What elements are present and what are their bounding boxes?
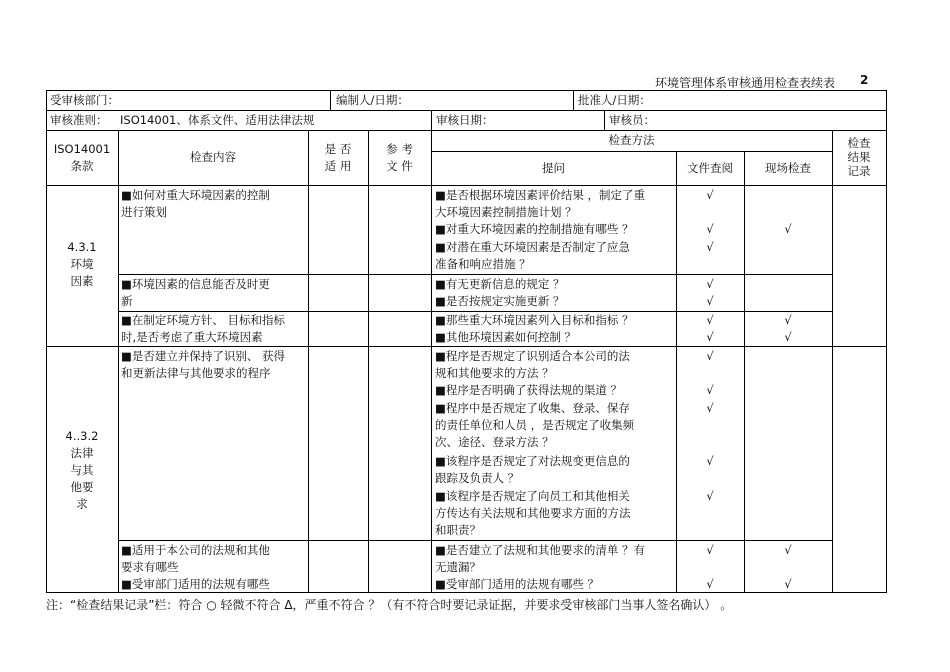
col-result-line2: 结果: [847, 150, 871, 164]
question-line: ■该程序是否规定了对法规变更信息的: [435, 454, 630, 468]
question-line: 和职责？: [435, 523, 481, 537]
question-line: ■程序是否规定了识别适合本公司的法: [435, 349, 630, 363]
content-line: ■如何对重大环境因素的控制: [121, 188, 270, 202]
clause-4-3-1-line3: 因素: [70, 274, 94, 288]
question-line: 方传达有关法规和其他要求方面的方法: [435, 506, 631, 520]
doc-check-mark: √: [706, 277, 714, 291]
question-line: 次、途径、登录方法 ？: [435, 435, 554, 449]
question-line: ■对重大环境因素的控制措施有哪些 ？: [435, 222, 634, 236]
col-site-check: 现场检查: [765, 161, 811, 175]
question-line: ■有无更新信息的规定 ？: [435, 277, 565, 291]
col-result-line1: 检查: [847, 136, 871, 150]
site-check-mark: √: [784, 543, 792, 557]
doc-check-mark: √: [706, 294, 714, 308]
audited-dept-label: 受审核部门：: [50, 93, 119, 107]
approver-date-label: 批准人/日期：: [578, 93, 651, 107]
clause-4-3-2-line2: 法律: [70, 446, 94, 460]
clause-4-3-1-num: 4.3.1: [67, 240, 97, 254]
doc-check-mark: √: [706, 240, 714, 254]
audit-criteria-label: 审核准则：: [50, 113, 108, 127]
legend-note: 注：“检查结果记录”栏：符合 ○ 轻微不符合 Δ，严重不符合 ？（有不符合时要记录证据，并要求受审核部门当事人签名确认） 。: [46, 598, 733, 612]
content-line: 时,是否考虑了重大环境因素: [121, 330, 263, 344]
site-check-mark: √: [784, 222, 792, 236]
col-clause-line2: 条款: [70, 159, 94, 173]
clause-4-3-1-line2: 环境: [70, 257, 94, 271]
col-doc-review: 文件查阅: [687, 161, 733, 175]
editor-date-label: 编制人/日期：: [336, 93, 409, 107]
doc-check-mark: √: [706, 222, 714, 236]
question-line: ■是否根据环境因素评价结果 ，制定了重: [435, 188, 646, 202]
col-clause-line1: ISO14001: [53, 142, 111, 156]
doc-check-mark: √: [706, 543, 714, 557]
clause-4-3-2-line4: 他要: [70, 480, 94, 494]
audit-date-label: 审核日期：: [436, 113, 494, 127]
page-number: 2: [860, 73, 869, 87]
content-line: ■适用于本公司的法规和其他: [121, 543, 270, 557]
question-line: ■程序是否明确了获得法规的渠道 ？: [435, 383, 623, 397]
question-line: 大环境因素控制措施计划 ？: [435, 205, 577, 219]
form-title: 环境管理体系审核通用检查表续表: [655, 76, 836, 90]
clause-4-3-2-num: 4..3.2: [65, 429, 99, 443]
question-line: ■其他环境因素如何控制 ？: [435, 330, 577, 344]
question-line: 规和其他要求的方法 ？: [435, 366, 554, 380]
col-reference-line1: 参 考: [386, 142, 413, 156]
question-line: ■是否建立了法规和其他要求的清单 ？有: [435, 543, 646, 557]
doc-check-mark: √: [706, 383, 714, 397]
col-content: 检查内容: [190, 150, 236, 164]
doc-check-mark: √: [706, 188, 714, 202]
doc-check-mark: √: [706, 401, 714, 415]
doc-check-mark: √: [706, 313, 714, 327]
content-line: 要求有哪些: [121, 560, 179, 574]
question-line: ■那些重大环境因素列入目标和指标 ？: [435, 313, 634, 327]
col-applicable-line1: 是 否: [324, 142, 352, 156]
question-line: 的责任单位和人员 ，是否规定了收集频: [435, 418, 635, 432]
doc-check-mark: √: [706, 330, 714, 344]
question-line: ■程序中是否规定了收集、登录、保存: [435, 401, 630, 415]
question-line: ■该程序是否规定了向员工和其他相关: [435, 489, 630, 503]
content-line: ■在制定环境方针、 目标和指标: [121, 313, 286, 327]
question-line: ■受审部门适用的法规有哪些 ？: [435, 577, 600, 591]
doc-check-mark: √: [706, 489, 714, 503]
col-question: 提问: [542, 161, 565, 175]
col-result-line3: 记录: [847, 164, 871, 178]
content-line: 和更新法律与其他要求的程序: [121, 366, 271, 380]
question-line: ■对潜在重大环境因素是否制定了应急: [435, 240, 630, 254]
col-reference-line2: 文 件: [386, 159, 413, 173]
content-line: 进行策划: [121, 205, 167, 219]
doc-check-mark: √: [706, 349, 714, 363]
site-check-mark: √: [784, 313, 792, 327]
doc-check-mark: √: [706, 577, 714, 591]
site-check-mark: √: [784, 577, 792, 591]
clause-4-3-2-line3: 与其: [70, 463, 94, 477]
audit-criteria-value: ISO14001、体系文件、适用法律法规: [120, 113, 315, 127]
question-line: 准备和响应措施 ？: [435, 257, 531, 271]
question-line: 跟踪及负责人 ？: [435, 471, 520, 485]
question-line: ■是否按规定实施更新 ？: [435, 294, 565, 308]
content-line: ■受审部门适用的法规有哪些: [121, 577, 270, 591]
col-method: 检查方法: [608, 133, 655, 147]
doc-check-mark: √: [706, 454, 714, 468]
question-line: 无遗漏？: [435, 560, 481, 574]
content-line: ■是否建立并保持了识别、 获得: [121, 349, 286, 363]
clause-4-3-2-line5: 求: [76, 497, 88, 511]
auditor-label: 审核员：: [609, 113, 655, 127]
site-check-mark: √: [784, 330, 792, 344]
content-line: ■环境因素的信息能否及时更: [121, 277, 270, 291]
content-line: 新: [121, 294, 133, 308]
col-applicable-line2: 适 用: [324, 159, 352, 173]
